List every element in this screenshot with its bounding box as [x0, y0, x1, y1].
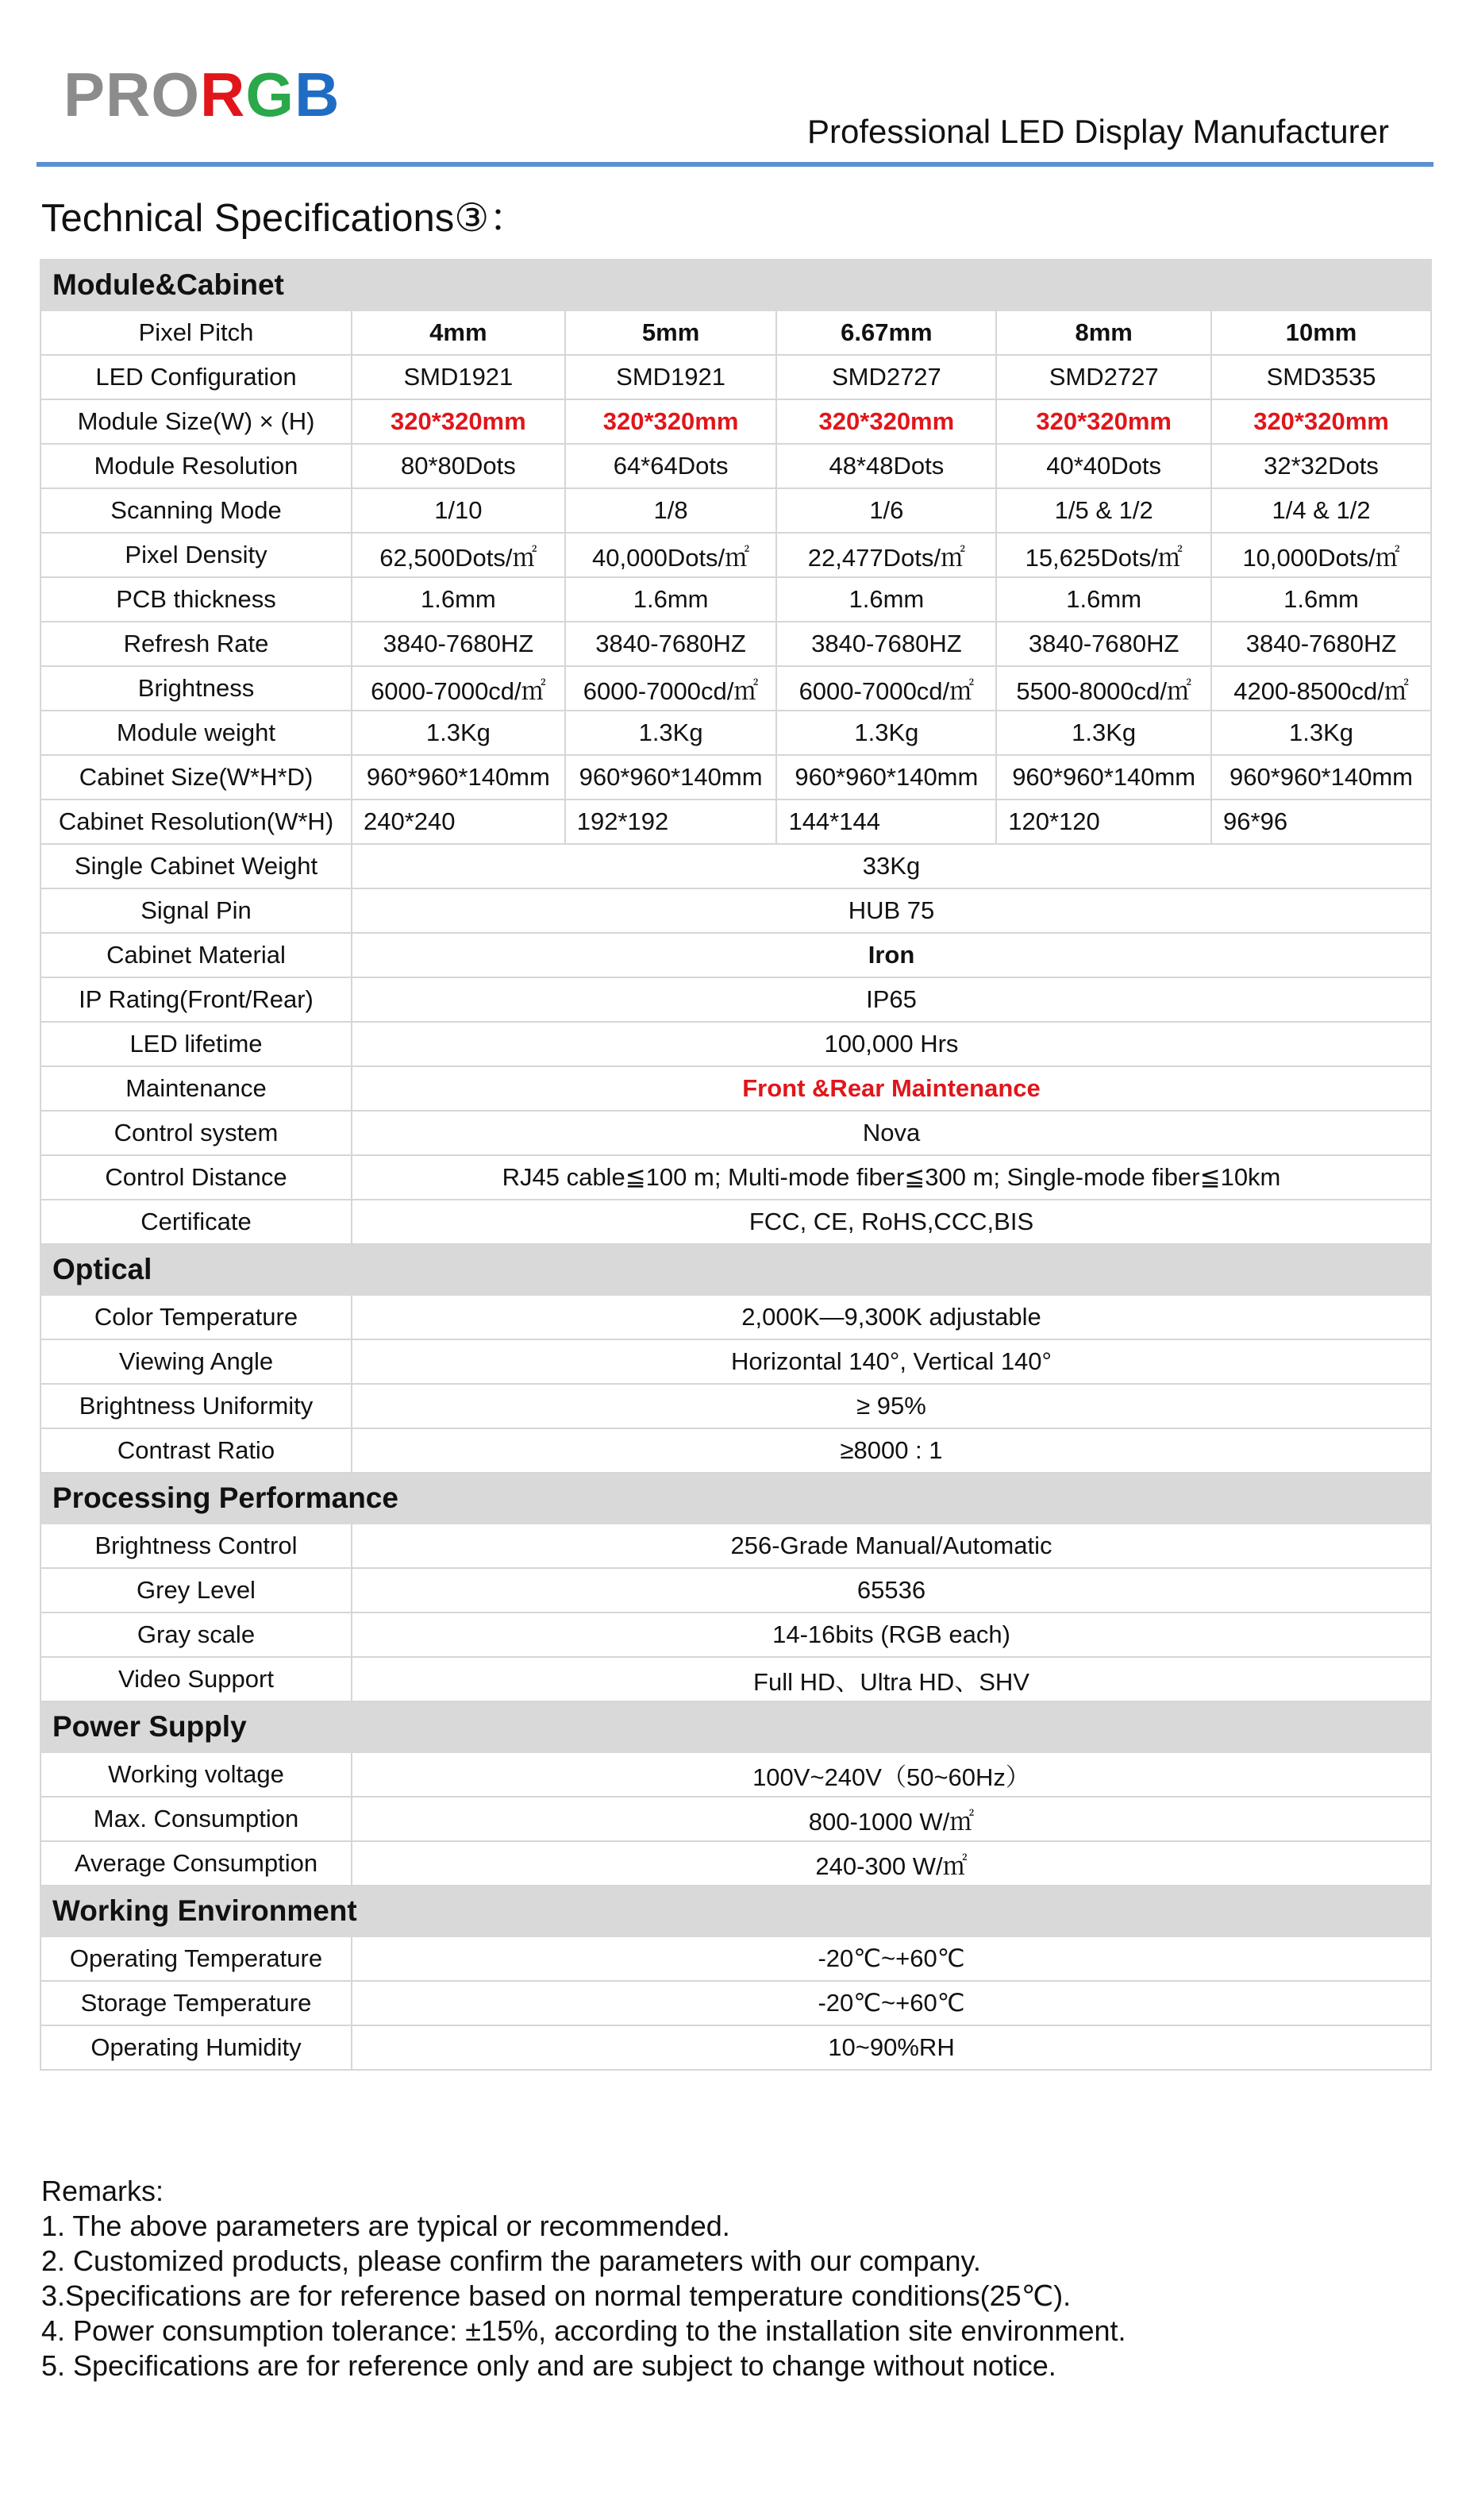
- logo-letter: R: [200, 60, 246, 129]
- table-row: [40, 1339, 1431, 1384]
- parameter-label: LED lifetime: [40, 1022, 352, 1066]
- section-title: Power Supply: [40, 1701, 1431, 1752]
- header-divider: [37, 162, 1433, 167]
- table-row: [40, 1155, 1431, 1200]
- parameter-value: 32*32Dots: [1211, 444, 1431, 488]
- parameter-value: 4200-8500cd/㎡: [1211, 666, 1431, 711]
- parameter-value: 960*960*140mm: [996, 755, 1211, 800]
- table-row: [40, 1841, 1431, 1886]
- table-row: [40, 444, 1431, 488]
- parameter-label: Gray scale: [40, 1613, 352, 1657]
- parameter-value: SMD1921: [352, 355, 565, 399]
- parameter-value: 6000-7000cd/㎡: [776, 666, 996, 711]
- table-row: [40, 1111, 1431, 1155]
- parameter-value: 64*64Dots: [565, 444, 777, 488]
- parameter-value: Iron: [352, 933, 1431, 977]
- parameter-value: 1.3Kg: [776, 711, 996, 755]
- parameter-label: Cabinet Resolution(W*H): [40, 800, 352, 844]
- parameter-value: 320*320mm: [996, 399, 1211, 444]
- parameter-value: 96*96: [1211, 800, 1431, 844]
- parameter-value: ≥8000 : 1: [352, 1428, 1431, 1473]
- parameter-label: Average Consumption: [40, 1841, 352, 1886]
- parameter-value: 1/6: [776, 488, 996, 533]
- table-row: [40, 1200, 1431, 1244]
- table-row: [40, 1428, 1431, 1473]
- parameter-value: 6000-7000cd/㎡: [352, 666, 565, 711]
- table-row: [40, 577, 1431, 622]
- parameter-label: Video Support: [40, 1657, 352, 1701]
- table-row: [40, 977, 1431, 1022]
- parameter-value: SMD2727: [776, 355, 996, 399]
- section-header-row: [40, 260, 1431, 310]
- parameter-value: -20℃~+60℃: [352, 1981, 1431, 2025]
- parameter-value: 3840-7680HZ: [776, 622, 996, 666]
- table-row: [40, 1936, 1431, 1981]
- table-row: [40, 800, 1431, 844]
- parameter-label: Module Size(W) × (H): [40, 399, 352, 444]
- table-row: [40, 1066, 1431, 1111]
- parameter-value: 6000-7000cd/㎡: [565, 666, 777, 711]
- parameter-value: 3840-7680HZ: [352, 622, 565, 666]
- parameter-label: Control system: [40, 1111, 352, 1155]
- parameter-value: 320*320mm: [1211, 399, 1431, 444]
- spec-table: [40, 259, 1432, 2071]
- parameter-label: Brightness Control: [40, 1524, 352, 1568]
- parameter-value: ≥ 95%: [352, 1384, 1431, 1428]
- parameter-label: Working voltage: [40, 1752, 352, 1797]
- parameter-label: Operating Humidity: [40, 2025, 352, 2070]
- table-row: [40, 666, 1431, 711]
- remark-item: 4. Power consumption tolerance: ±15%, according to the installation site environment.: [41, 2314, 1126, 2347]
- table-row: [40, 1022, 1431, 1066]
- parameter-value: 1.6mm: [565, 577, 777, 622]
- section-header-row: [40, 1244, 1431, 1295]
- parameter-value: 3840-7680HZ: [996, 622, 1211, 666]
- table-row: [40, 1657, 1431, 1701]
- parameter-label: PCB thickness: [40, 577, 352, 622]
- parameter-value: 65536: [352, 1568, 1431, 1613]
- parameter-value: 1.3Kg: [352, 711, 565, 755]
- parameter-value: 100V~240V（50~60Hz）: [352, 1752, 1431, 1797]
- parameter-value: 3840-7680HZ: [565, 622, 777, 666]
- parameter-label: Scanning Mode: [40, 488, 352, 533]
- parameter-value: 100,000 Hrs: [352, 1022, 1431, 1066]
- section-title: Working Environment: [40, 1886, 1431, 1936]
- parameter-label: Maintenance: [40, 1066, 352, 1111]
- parameter-value: 144*144: [776, 800, 996, 844]
- parameter-label: Max. Consumption: [40, 1797, 352, 1841]
- parameter-value: 10mm: [1211, 310, 1431, 355]
- table-row: [40, 1524, 1431, 1568]
- parameter-value: 1/4 & 1/2: [1211, 488, 1431, 533]
- section-header-row: [40, 1886, 1431, 1936]
- parameter-value: 40,000Dots/㎡: [565, 533, 777, 577]
- parameter-value: RJ45 cable≦100 m; Multi-mode fiber≦300 m; Single-mode fiber≦10km: [352, 1155, 1431, 1200]
- parameter-label: Control Distance: [40, 1155, 352, 1200]
- parameter-value: 1.6mm: [996, 577, 1211, 622]
- tagline: Professional LED Display Manufacturer: [807, 113, 1389, 150]
- parameter-value: 62,500Dots/㎡: [352, 533, 565, 577]
- parameter-value: 80*80Dots: [352, 444, 565, 488]
- parameter-label: Viewing Angle: [40, 1339, 352, 1384]
- parameter-value: 1.3Kg: [1211, 711, 1431, 755]
- parameter-value: Nova: [352, 1111, 1431, 1155]
- parameter-value: 14-16bits (RGB each): [352, 1613, 1431, 1657]
- parameter-label: Refresh Rate: [40, 622, 352, 666]
- parameter-value: 1/8: [565, 488, 777, 533]
- table-row: [40, 1295, 1431, 1339]
- section-header-row: [40, 1473, 1431, 1524]
- parameter-value: 6.67mm: [776, 310, 996, 355]
- parameter-value: -20℃~+60℃: [352, 1936, 1431, 1981]
- logo-letter: P: [63, 60, 106, 129]
- parameter-label: Certificate: [40, 1200, 352, 1244]
- parameter-label: Color Temperature: [40, 1295, 352, 1339]
- parameter-label: Module Resolution: [40, 444, 352, 488]
- logo-letter: G: [245, 60, 295, 129]
- table-row: [40, 310, 1431, 355]
- parameter-label: Brightness: [40, 666, 352, 711]
- parameter-value: 1.6mm: [776, 577, 996, 622]
- parameter-value: 320*320mm: [565, 399, 777, 444]
- parameter-value: 40*40Dots: [996, 444, 1211, 488]
- table-row: [40, 1981, 1431, 2025]
- parameter-value: SMD2727: [996, 355, 1211, 399]
- parameter-label: Signal Pin: [40, 888, 352, 933]
- parameter-label: Brightness Uniformity: [40, 1384, 352, 1428]
- brand-logo: [63, 60, 341, 129]
- table-row: [40, 488, 1431, 533]
- parameter-label: Operating Temperature: [40, 1936, 352, 1981]
- parameter-label: Module weight: [40, 711, 352, 755]
- parameter-value: Horizontal 140°, Vertical 140°: [352, 1339, 1431, 1384]
- parameter-value: FCC, CE, RoHS,CCC,BIS: [352, 1200, 1431, 1244]
- table-row: [40, 711, 1431, 755]
- table-row: [40, 1797, 1431, 1841]
- parameter-value: 33Kg: [352, 844, 1431, 888]
- parameter-value: 800-1000 W/㎡: [352, 1797, 1431, 1841]
- parameter-value: 1.3Kg: [565, 711, 777, 755]
- parameter-value: Full HD、Ultra HD、SHV: [352, 1657, 1431, 1701]
- parameter-value: 1.6mm: [352, 577, 565, 622]
- parameter-label: Storage Temperature: [40, 1981, 352, 2025]
- parameter-label: LED Configuration: [40, 355, 352, 399]
- parameter-value: 48*48Dots: [776, 444, 996, 488]
- parameter-value: 240-300 W/㎡: [352, 1841, 1431, 1886]
- parameter-value: 22,477Dots/㎡: [776, 533, 996, 577]
- table-row: [40, 844, 1431, 888]
- table-row: [40, 399, 1431, 444]
- parameter-value: 4mm: [352, 310, 565, 355]
- parameter-label: Grey Level: [40, 1568, 352, 1613]
- table-row: [40, 1384, 1431, 1428]
- table-row: [40, 533, 1431, 577]
- parameter-value: 3840-7680HZ: [1211, 622, 1431, 666]
- parameter-value: 10~90%RH: [352, 2025, 1431, 2070]
- table-row: [40, 888, 1431, 933]
- parameter-value: 1.3Kg: [996, 711, 1211, 755]
- parameter-value: 120*120: [996, 800, 1211, 844]
- parameter-value: 15,625Dots/㎡: [996, 533, 1211, 577]
- parameter-value: 320*320mm: [776, 399, 996, 444]
- parameter-value: 960*960*140mm: [352, 755, 565, 800]
- table-row: [40, 2025, 1431, 2070]
- remark-item: 5. Specifications are for reference only and are subject to change without notice.: [41, 2349, 1056, 2382]
- parameter-label: Cabinet Size(W*H*D): [40, 755, 352, 800]
- parameter-label: IP Rating(Front/Rear): [40, 977, 352, 1022]
- logo-letter: O: [151, 60, 201, 129]
- logo-letter: B: [294, 60, 341, 129]
- table-row: [40, 1613, 1431, 1657]
- parameter-value: 256-Grade Manual/Automatic: [352, 1524, 1431, 1568]
- table-row: [40, 355, 1431, 399]
- table-row: [40, 755, 1431, 800]
- parameter-value: IP65: [352, 977, 1431, 1022]
- parameter-value: 1.6mm: [1211, 577, 1431, 622]
- parameter-value: 5500-8000cd/㎡: [996, 666, 1211, 711]
- section-header-row: [40, 1701, 1431, 1752]
- parameter-value: 1/5 & 1/2: [996, 488, 1211, 533]
- section-title: Module&Cabinet: [40, 260, 1431, 310]
- table-row: [40, 1568, 1431, 1613]
- parameter-value: 10,000Dots/㎡: [1211, 533, 1431, 577]
- parameter-value: 192*192: [565, 800, 777, 844]
- remark-item: 1. The above parameters are typical or recommended.: [41, 2210, 730, 2242]
- remark-item: 2. Customized products, please confirm the parameters with our company.: [41, 2244, 981, 2277]
- parameter-label: Cabinet Material: [40, 933, 352, 977]
- parameter-label: Pixel Density: [40, 533, 352, 577]
- parameter-value: 2,000K—9,300K adjustable: [352, 1295, 1431, 1339]
- parameter-value: HUB 75: [352, 888, 1431, 933]
- parameter-value: 960*960*140mm: [565, 755, 777, 800]
- parameter-value: 960*960*140mm: [776, 755, 996, 800]
- parameter-value: 960*960*140mm: [1211, 755, 1431, 800]
- parameter-value: 320*320mm: [352, 399, 565, 444]
- logo-letter: R: [106, 60, 152, 129]
- remarks-heading: Remarks:: [41, 2175, 164, 2207]
- parameter-value: 8mm: [996, 310, 1211, 355]
- remark-item: 3.Specifications are for reference based on normal temperature conditions(25℃).: [41, 2279, 1072, 2312]
- page-title: Technical Specifications③：: [41, 197, 529, 240]
- parameter-value: 240*240: [352, 800, 565, 844]
- table-row: [40, 933, 1431, 977]
- table-row: [40, 622, 1431, 666]
- parameter-value: SMD1921: [565, 355, 777, 399]
- remarks: [41, 2174, 1126, 2383]
- parameter-value: 5mm: [565, 310, 777, 355]
- section-title: Processing Performance: [40, 1473, 1431, 1524]
- parameter-label: Contrast Ratio: [40, 1428, 352, 1473]
- parameter-value: Front &Rear Maintenance: [352, 1066, 1431, 1111]
- table-row: [40, 1752, 1431, 1797]
- parameter-value: SMD3535: [1211, 355, 1431, 399]
- parameter-value: 1/10: [352, 488, 565, 533]
- section-title: Optical: [40, 1244, 1431, 1295]
- parameter-label: Pixel Pitch: [40, 310, 352, 355]
- parameter-label: Single Cabinet Weight: [40, 844, 352, 888]
